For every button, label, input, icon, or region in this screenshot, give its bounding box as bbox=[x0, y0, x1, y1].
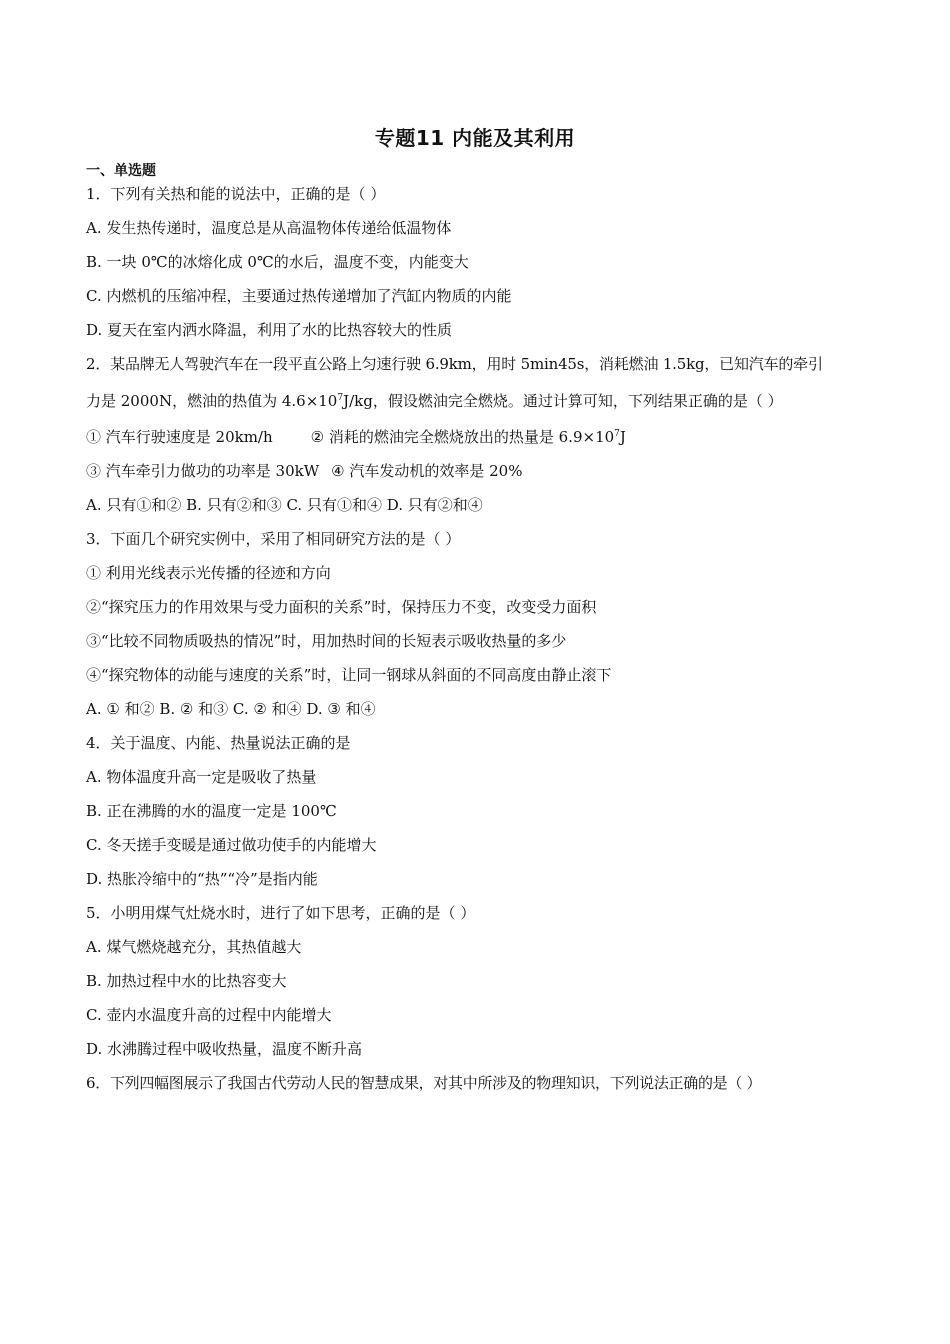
question-2-stem-exponent: 7 bbox=[337, 393, 344, 403]
question-2-stem-line-2 bbox=[86, 391, 783, 411]
question-3-options: A. ① 和② B. ② 和③ C. ② 和④ D. ③ 和④ bbox=[86, 700, 376, 718]
question-2-stem-line-1: 2．某品牌无人驾驶汽车在一段平直公路上匀速行驶 6.9km，用时 5min45s，消耗燃油 1.5kg，已知汽车的牵引 bbox=[86, 355, 823, 373]
question-2-stem-text-b: J/kg，假设燃油完全燃烧。通过计算可知，下列结果正确的是（ ） bbox=[343, 392, 783, 410]
question-4-option-b: B. 正在沸腾的水的温度一定是 100℃ bbox=[86, 802, 337, 820]
question-3-item-2: ②“探究压力的作用效果与受力面积的关系”时，保持压力不变，改变受力面积 bbox=[86, 598, 597, 616]
question-4-stem: 4．关于温度、内能、热量说法正确的是 bbox=[86, 734, 351, 752]
section-heading: 一、单选题 bbox=[86, 163, 156, 179]
question-1-option-a: A. 发生热传递时，温度总是从高温物体传递给低温物体 bbox=[86, 219, 452, 237]
question-2-item-2-exponent: 7 bbox=[614, 429, 620, 439]
question-3-stem: 3．下面几个研究实例中，采用了相同研究方法的是（ ） bbox=[86, 530, 461, 548]
question-5-option-c: C. 壶内水温度升高的过程中内能增大 bbox=[86, 1006, 332, 1024]
question-5-stem: 5．小明用煤气灶烧水时，进行了如下思考，正确的是（ ） bbox=[86, 904, 476, 922]
page-title: 专题11 内能及其利用 bbox=[374, 126, 576, 150]
question-3-item-1: ① 利用光线表示光传播的径迹和方向 bbox=[86, 564, 331, 582]
question-4-option-a: A. 物体温度升高一定是吸收了热量 bbox=[86, 768, 317, 786]
question-5-option-a: A. 煤气燃烧越充分，其热值越大 bbox=[86, 938, 302, 956]
question-2-item-3: ③ 汽车牵引力做功的功率是 30kW bbox=[86, 462, 320, 480]
question-2-item-1: ① 汽车行驶速度是 20km/h bbox=[86, 428, 273, 446]
question-1-option-d: D. 夏天在室内洒水降温，利用了水的比热容较大的性质 bbox=[86, 321, 453, 339]
question-2-item-2 bbox=[311, 428, 626, 446]
question-1-option-c: C. 内燃机的压缩冲程，主要通过热传递增加了汽缸内物质的内能 bbox=[86, 287, 512, 305]
question-5-option-b: B. 加热过程中水的比热容变大 bbox=[86, 972, 287, 990]
question-2-items-row-2 bbox=[86, 461, 522, 481]
question-6-stem: 6．下列四幅图展示了我国古代劳动人民的智慧成果，对其中所涉及的物理知识，下列说法正确的是（ ） bbox=[86, 1074, 762, 1092]
question-3-item-3: ③“比较不同物质吸热的情况”时，用加热时间的长短表示吸收热量的多少 bbox=[86, 632, 567, 650]
question-4-option-c: C. 冬天搓手变暖是通过做功使手的内能增大 bbox=[86, 836, 377, 854]
question-1-option-b: B. 一块 0℃的冰熔化成 0℃的水后，温度不变，内能变大 bbox=[86, 253, 469, 271]
question-2-options: A. 只有①和② B. 只有②和③ C. 只有①和④ D. 只有②和④ bbox=[86, 496, 483, 514]
question-2-item-2-text-b: J bbox=[619, 428, 626, 446]
question-3-item-4: ④“探究物体的动能与速度的关系”时，让同一钢球从斜面的不同高度由静止滚下 bbox=[86, 666, 612, 684]
question-2-item-4: ④ 汽车发动机的效率是 20% bbox=[331, 462, 523, 480]
question-2-item-2-text-a: ② 消耗的燃油完全燃烧放出的热量是 6.9×10 bbox=[310, 428, 615, 446]
question-4-option-d: D. 热胀冷缩中的“热”“冷”是指内能 bbox=[86, 870, 318, 888]
question-2-stem-text-a: 力是 2000N，燃油的热值为 4.6×10 bbox=[86, 392, 338, 410]
question-2-items-row-1 bbox=[86, 427, 626, 447]
question-5-option-d: D. 水沸腾过程中吸收热量，温度不断升高 bbox=[86, 1040, 363, 1058]
question-1-stem: 1．下列有关热和能的说法中，正确的是（ ） bbox=[86, 185, 386, 203]
